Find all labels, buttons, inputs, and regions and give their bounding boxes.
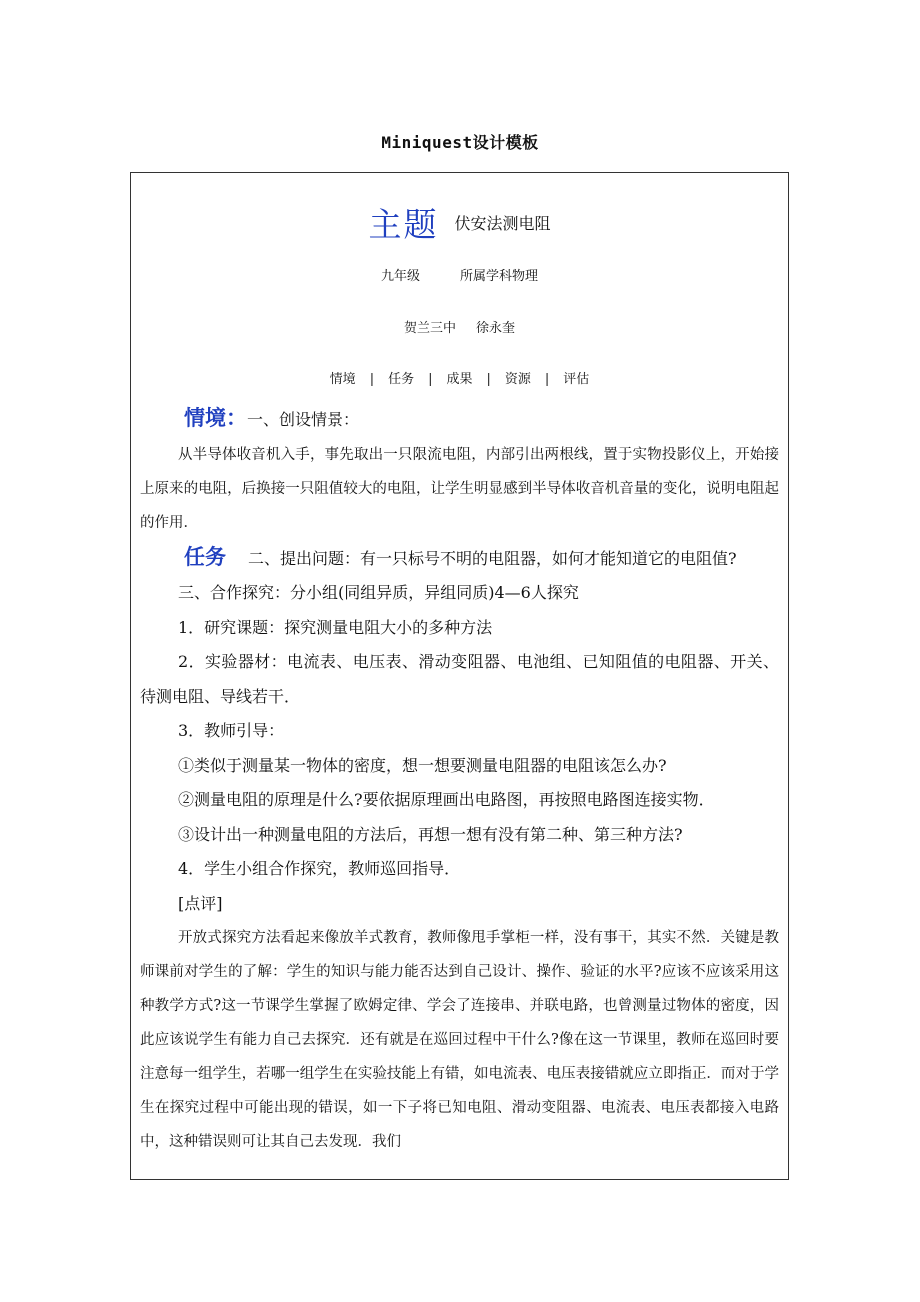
topic-heading: 主题 — [368, 205, 439, 244]
section-three: 三、合作探究：分小组(同组异质，异组同质)4—6人探究 — [178, 583, 579, 602]
grade-subject-line — [140, 265, 779, 284]
nav-separator: | — [369, 372, 375, 387]
nav-separator: | — [428, 372, 433, 387]
situation-paragraph: 从半导体收音机入手，事先取出一只限流电阻，内部引出两根线，置于实物投影仪上，开始接上原来的电阻，后换接一只阻值较大的电阻，让学生明显感到半导体收音机音量的变化，说明电阻起的作用． — [140, 446, 779, 531]
template-cell — [140, 173, 779, 1179]
nav-separator: | — [544, 372, 550, 387]
comment-label: [点评] — [178, 893, 223, 913]
school: 贺兰三中 — [403, 321, 456, 336]
situation-title: 一、创设情景： — [247, 410, 360, 429]
nav-evaluation[interactable]: 评估 — [563, 372, 590, 387]
nav-resources[interactable]: 资源 — [504, 372, 531, 387]
teacher: 徐永奎 — [476, 321, 516, 336]
nav-situation[interactable]: 情境 — [329, 372, 356, 387]
guide-two: ②测量电阻的原理是什么?要依据原理画出电路图，再按照电路图连接实物． — [178, 790, 715, 809]
nav-task[interactable]: 任务 — [388, 372, 415, 387]
situation-header — [140, 401, 779, 438]
grade: 九年级 — [380, 269, 420, 284]
topic-name: 伏安法测电阻 — [454, 214, 551, 233]
comment-paragraph: 开放式探究方法看起来像放羊式教育，教师像甩手掌柜一样，没有事干，其实不然．关键是教师课前对学生的了解：学生的知识与能力能否达到自己设计、操作、验证的水平?应该不应该采用这种教学方式?这一节课学生掌握了欧姆定律、学会了连接串、并联电路，也曾测量过物体的密度，因此应该说学生有能力自己去探究．还有就是在巡回过程中干什么?像在这一节课里，教师在巡回时要注意每一组学生，若哪一组学生在实验技能上有错，如电流表、电压表接错就应立即指正．而对于学生在探究过程中可能出现的错误，如一下子将已知电阻、滑动变阻器、电流表、电压表都接入电路中，这种错误则可让其自己去发现．我们 — [140, 930, 779, 1150]
item-two: 2．实验器材：电流表、电压表、滑动变阻器、电池组、已知阻值的电阻器、开关、待测电阻、导线若干． — [140, 652, 779, 706]
topic-line — [140, 199, 779, 246]
situation-heading: 情境： — [184, 406, 247, 430]
item-four: 4．学生小组合作探究，教师巡回指导． — [178, 859, 461, 878]
item-one: 1．研究课题：探究测量电阻大小的多种方法 — [178, 617, 493, 637]
task-heading: 任务 — [184, 544, 226, 569]
item-three: 3．教师引导： — [178, 721, 285, 740]
author-line — [140, 317, 779, 336]
guide-three: ③设计出一种测量电阻的方法后，再想一想有没有第二种、第三种方法? — [178, 824, 683, 844]
nav-outcome[interactable]: 成果 — [446, 372, 473, 387]
section-nav — [140, 368, 779, 387]
subject: 所属学科物理 — [460, 269, 539, 284]
task-title: 二、提出问题：有一只标号不明的电阻器，如何才能知道它的电阻值? — [248, 548, 737, 568]
document-body — [140, 401, 779, 1159]
template-table — [130, 172, 789, 1180]
task-paragraph — [140, 540, 779, 577]
guide-one: ①类似于测量某一物体的密度，想一想要测量电阻器的电阻该怎么办? — [178, 755, 667, 775]
document-title: Miniquest设计模板 — [381, 133, 539, 152]
nav-separator: | — [486, 372, 491, 387]
